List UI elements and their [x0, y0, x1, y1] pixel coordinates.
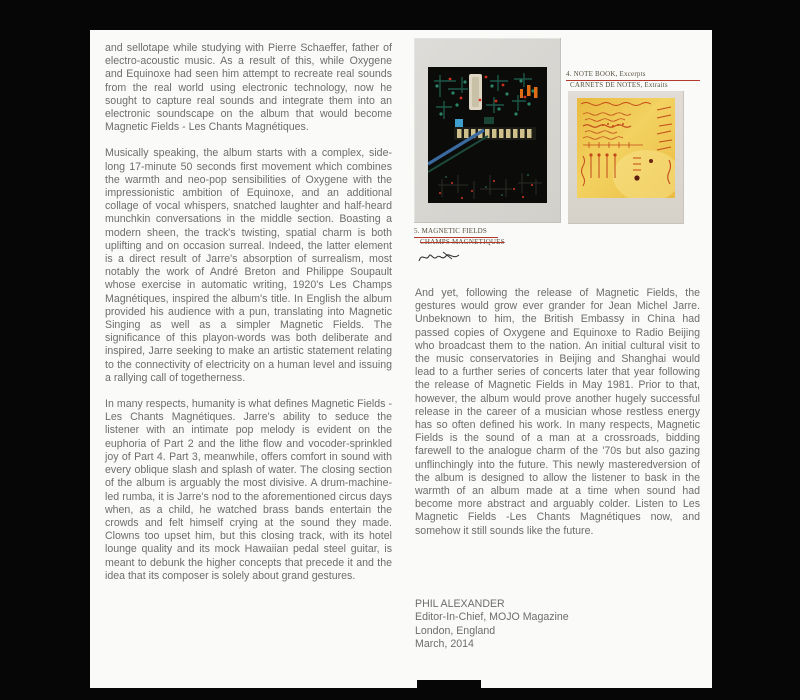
booklet-page: [90, 30, 712, 688]
notebook-art: [577, 98, 675, 198]
right-text-column: [415, 287, 700, 551]
left-text-column: [105, 42, 392, 596]
author-name: PHIL ALEXANDER: [415, 598, 505, 610]
album-caption-subtitle: CHAMPS MAGNETIQUES: [420, 238, 505, 246]
album-caption-title: 5. MAGNETIC FIELDS: [414, 227, 498, 238]
bottom-border-notch: [417, 680, 481, 700]
author-title: Editor-In-Chief, MOJO Magazine: [415, 611, 569, 624]
notebook-caption: [566, 70, 702, 90]
notebook-caption-title: 4. NOTE BOOK, Excerpts: [566, 70, 700, 81]
paragraph: In many respects, humanity is what defines Magnetic Fields -Les Chants Magnétiques. Jarre's ability to seduce the listener with an intimate pop melody is evident on the euphoria of Part 2 and the lithe flow and vocoder-sprinkled joy of Part 4. Part 3, meanwhile, offers comfort in sound with every oblique slash and splash of water. The closing section of the album is arguably the most divisive. A drum-machine-led rumba, it is Jarre's nod to the aforementioned circus days when, as a child, he watched brass bands entertain the crowds and felt himself crying at the sound they made. Clowns too upset him, but this closing track, with its hotel lounge quality and its mock Hawaiian pedal steel guitar, is meant to debunk the higher concepts that precede it and the idea that its composer is solely about grand gestures.: [105, 398, 392, 582]
circuit-art: [428, 67, 547, 203]
handwritten-signature: [417, 249, 544, 268]
album-cover-frame: [414, 38, 561, 223]
notebook-caption-subtitle: CARNETS DE NOTES, Extraits: [570, 81, 668, 89]
author-date: March, 2014: [415, 638, 474, 651]
paragraph: And yet, following the release of Magnetic Fields, the gestures would grow ever grander for Jean Michel Jarre. Unbeknown to him, the British Embassy in China had passed copies of Oxygene and Equinoxe to Radio Beijing who broadcast them to the nation. An initial cultural visit to the music conservatories in Beijing and Shanghai would lead to a further series of concerts later that year following the release of Magnetic Fields in May 1981. Prior to that, however, the album would prove another hugely successful release in the career of a musician whose restless energy has so often defined his work. In many respects, Magnetic Fields is the sound of a man at a crossroads, bidding farewell to the analogue charm of the '70s but also gazing unflinchingly into the future. This newly masteredversion of the album is designed to allow the listener to bask in the warmth of an album made at a time when sound had become more abstract and arguably colder. Listen to Les Magnetic Fields -Les Chants Magnétiques now, and somehow it still sounds like the future.: [415, 287, 700, 537]
signature-scribble-icon: [417, 249, 461, 265]
notebook-polaroid-frame: [568, 91, 684, 224]
album-caption: [414, 227, 544, 268]
author-signature-block: [415, 598, 569, 652]
paragraph: Musically speaking, the album starts with a complex, side-long 17-minute 50 seconds first movement which combines the warmth and neo-pop sensibilities of Oxygene with the impressionistic ambition of Equinoxe, and an additional collage of vocal whispers, snatched laughter and half-heard munchkin conversations in the middle section. Boasting a modern sheen, the track's twisting, spatial charm is both uplifting and on occasion surreal. Indeed, the latter element is a direct result of Jarre's absorption of surrealism, most notably the work of André Breton and Philippe Soupault whose exercise in automatic writing, 1920's Les Champs Magnétiques, inspired the album's title. In English the album provided his audience with a pun, translating into Magnetic Singing as well as a simpler Magnetic Fields. The significance of this playon-words was both deliberate and inspired, Jarre seeking to make an artistic statement relating to the connectivity of electricity on a human level and issuing a rallying call of togetherness.: [105, 147, 392, 384]
author-location: London, England: [415, 624, 496, 637]
circuit-board-photo: [428, 67, 547, 203]
paragraph: and sellotape while studying with Pierre Schaeffer, father of electro-acoustic music. As a result of this, while Oxygene and Equinoxe had seen him attempt to recreate real sounds from the real world using electronic technology, now he sought to capture real sounds and integrate them into an electronic soundscape on the album that would become Magnetic Fields - Les Chants Magnétiques.: [105, 42, 392, 134]
notebook-photo: [577, 98, 675, 198]
